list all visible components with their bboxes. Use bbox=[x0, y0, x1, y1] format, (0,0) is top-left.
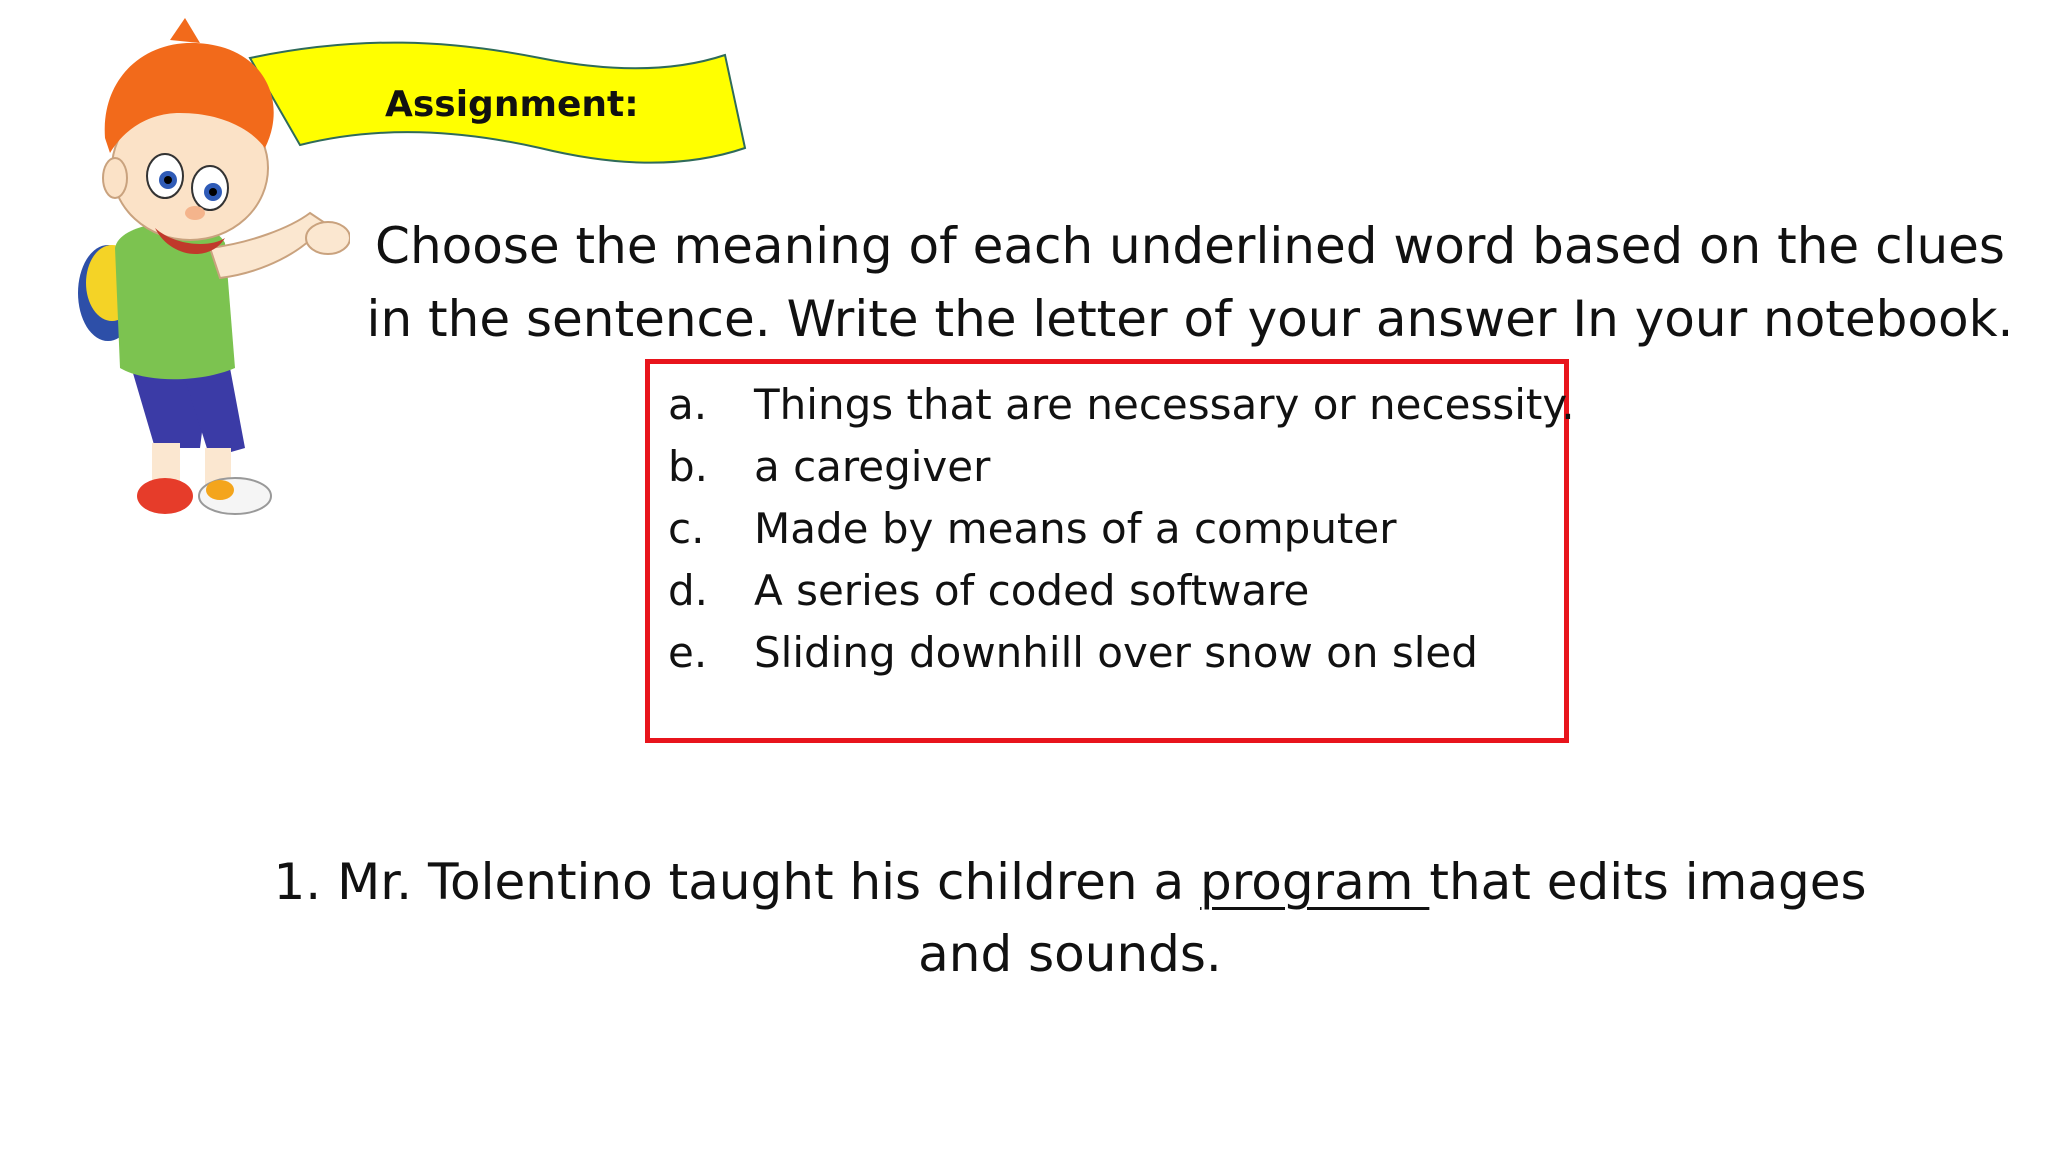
instructions-text: Choose the meaning of each underlined word based on the clues in the sentence. Write the letter of your answer In your notebook. bbox=[366, 217, 2014, 348]
question-prefix: 1. Mr. Tolentino taught his children a bbox=[273, 853, 1201, 911]
choice-text: a caregiver bbox=[754, 442, 991, 491]
choices-box bbox=[645, 359, 1575, 743]
choice-item-c bbox=[668, 498, 1575, 560]
choice-letter: a. bbox=[668, 380, 708, 429]
choice-item-b bbox=[668, 436, 1575, 498]
choice-item-e bbox=[668, 622, 1575, 684]
choice-text: Things that are necessary or necessity. bbox=[754, 380, 1575, 429]
choice-item-a bbox=[668, 374, 1575, 436]
question-suffix: that edits images and sounds. bbox=[918, 853, 1867, 983]
choice-item-d bbox=[668, 560, 1575, 622]
underlined-word: program bbox=[1200, 853, 1430, 911]
question-text bbox=[240, 846, 1900, 990]
choice-letter: c. bbox=[668, 504, 705, 553]
choice-text: A series of coded software bbox=[754, 566, 1310, 615]
choices-list bbox=[668, 374, 1575, 684]
choice-letter: d. bbox=[668, 566, 709, 615]
banner-label: Assignment: bbox=[385, 84, 639, 125]
choice-text: Sliding downhill over snow on sled bbox=[754, 628, 1478, 677]
choice-text: Made by means of a computer bbox=[754, 504, 1397, 553]
choice-letter: b. bbox=[668, 442, 709, 491]
cartoon-boy-with-backpack-icon bbox=[60, 18, 350, 528]
choice-letter: e. bbox=[668, 628, 708, 677]
